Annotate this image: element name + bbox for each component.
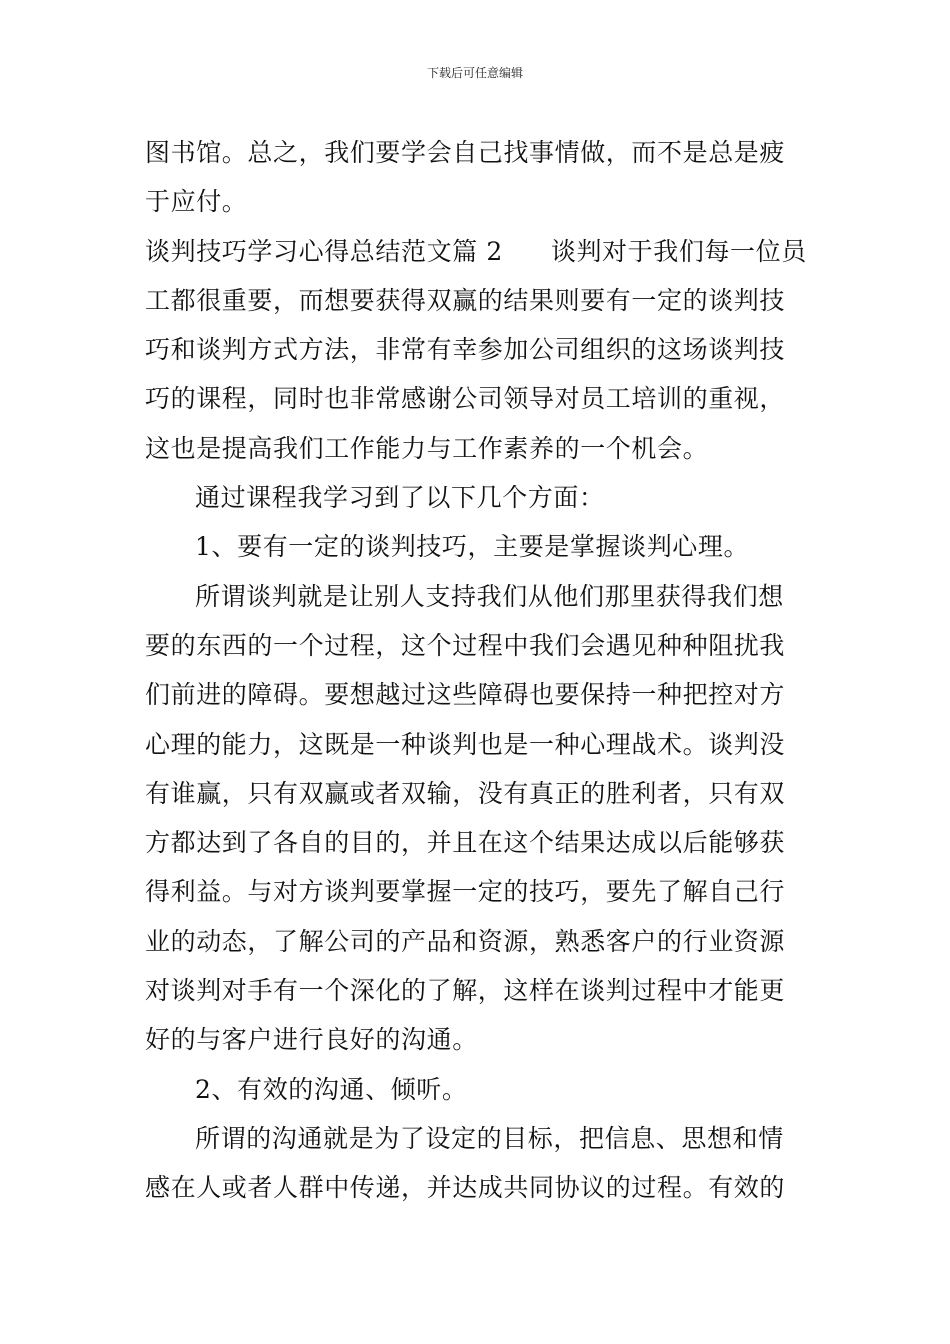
paragraph-line: 心理的能力，这既是一种谈判也是一种心理战术。谈判没 <box>145 729 786 759</box>
page-header: 下载后可任意编辑 <box>426 66 523 80</box>
paragraph-line: 图书馆。总之，我们要学会自己找事情做，而不是总是疲 <box>145 138 786 167</box>
list-item-heading: 2、有效的沟通、倾听。 <box>195 1074 468 1104</box>
paragraph-line: 好的与客户进行良好的沟通。 <box>145 1025 478 1055</box>
paragraph-line: 这也是提高我们工作能力与工作素养的一个机会。 <box>145 433 709 463</box>
paragraph-line: 方都达到了各自的目的，并且在这个结果达成以后能够获 <box>145 828 786 858</box>
paragraph-line: 所谓谈判就是让别人支持我们从他们那里获得我们想 <box>195 581 784 611</box>
paragraph-line: 得利益。与对方谈判要掌握一定的技巧，要先了解自己行 <box>145 877 786 907</box>
list-item-heading: 1、要有一定的谈判技巧，主要是掌握谈判心理。 <box>195 532 750 562</box>
paragraph-line: 感在人或者人群中传递，并达成共同协议的过程。有效的 <box>145 1173 786 1203</box>
paragraph-line: 巧的课程，同时也非常感谢公司领导对员工培训的重视， <box>145 384 786 414</box>
paragraph-line: 工都很重要，而想要获得双赢的结果则要有一定的谈判技 <box>145 285 786 315</box>
document-body <box>145 128 809 1213</box>
section-heading-line <box>145 227 809 276</box>
paragraph-line: 要的东西的一个过程，这个过程中我们会遇见种种阻扰我 <box>145 630 786 660</box>
paragraph-line: 巧和谈判方式方法，非常有幸参加公司组织的这场谈判技 <box>145 335 786 365</box>
paragraph-line: 对谈判对手有一个深化的了解，这样在谈判过程中才能更 <box>145 976 786 1006</box>
section-intro: 谈判对于我们每一位员 <box>550 236 807 266</box>
paragraph-line: 通过课程我学习到了以下几个方面： <box>195 483 605 513</box>
paragraph-line: 有谁赢，只有双赢或者双输，没有真正的胜利者，只有双 <box>145 778 786 808</box>
paragraph-line: 于应付。 <box>145 187 248 217</box>
paragraph-line: 们前进的障碍。要想越过这些障碍也要保持一种把控对方 <box>145 680 786 710</box>
paragraph-line: 业的动态，了解公司的产品和资源，熟悉客户的行业资源 <box>145 926 786 956</box>
section-heading: 谈判技巧学习心得总结范文篇 2 <box>145 236 503 266</box>
paragraph-line: 所谓的沟通就是为了设定的目标，把信息、思想和情 <box>195 1123 784 1153</box>
